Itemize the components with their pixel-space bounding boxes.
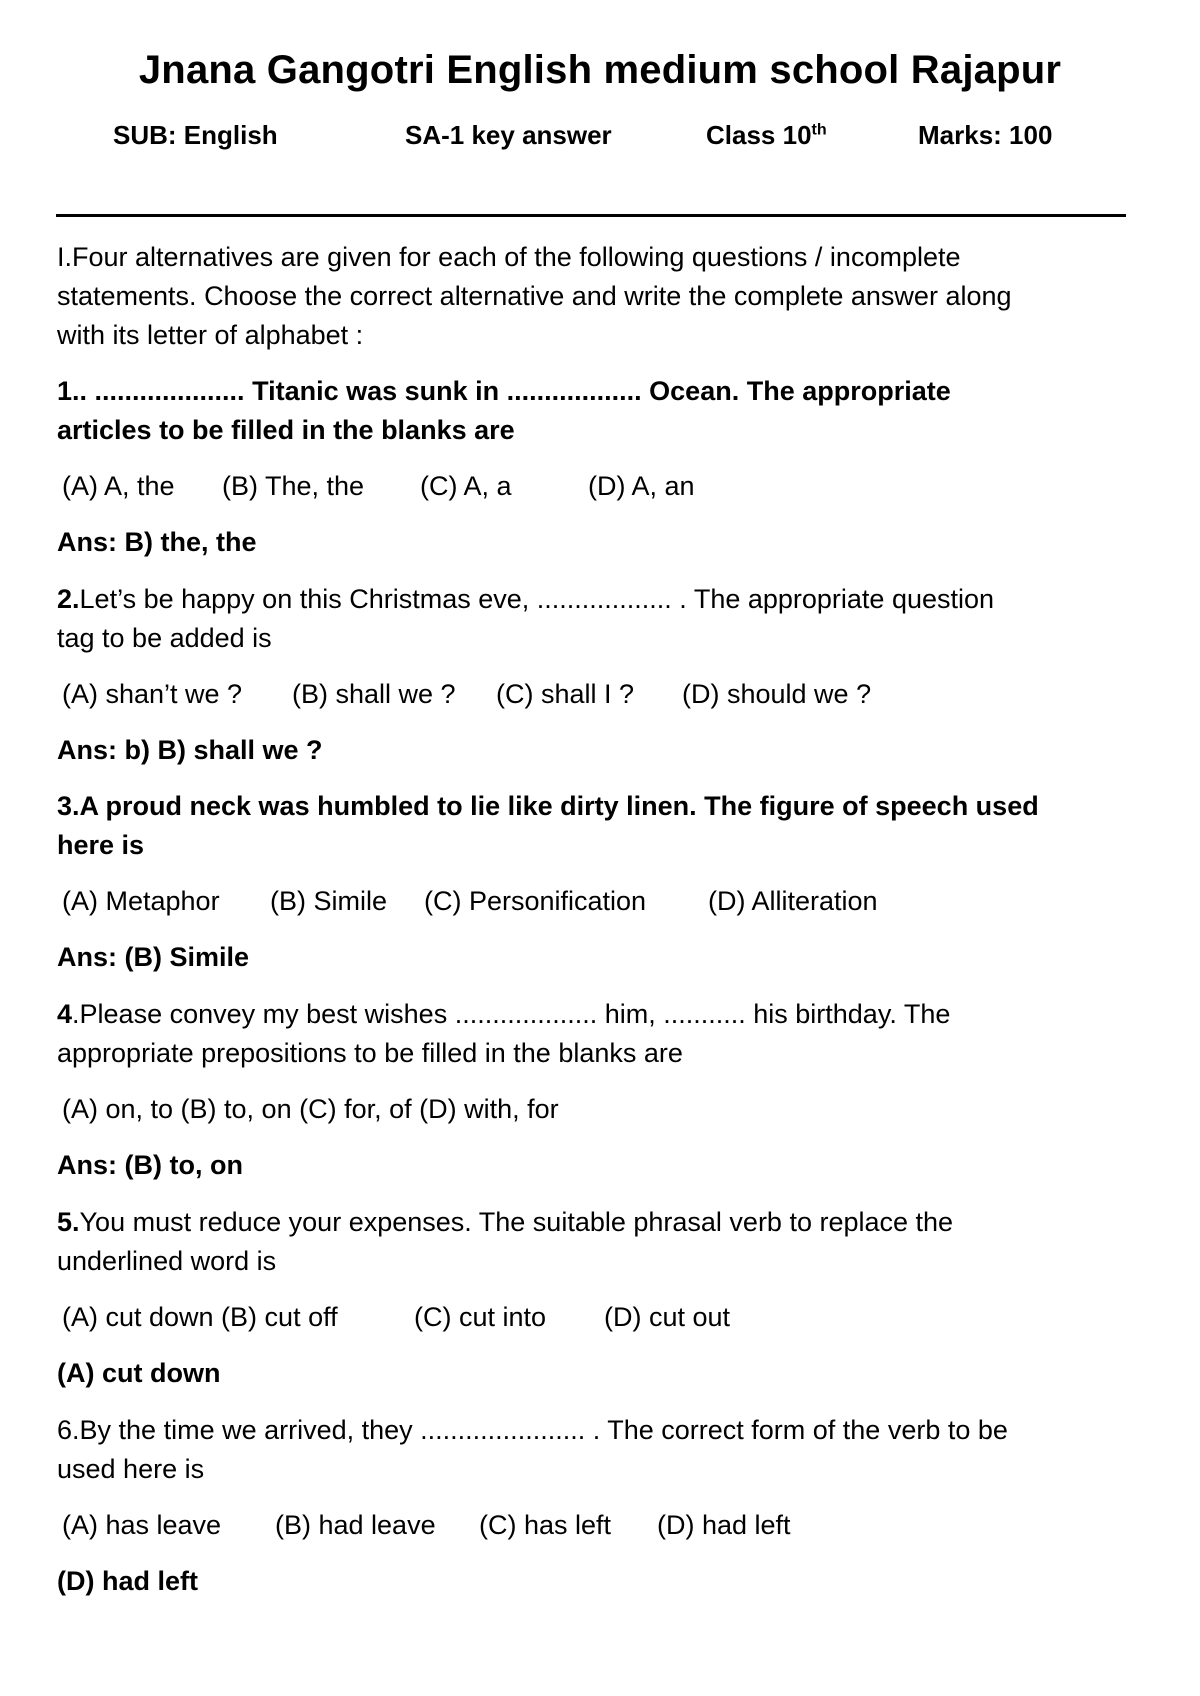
question-4-line: appropriate prepositions to be filled in the blanks are bbox=[57, 1038, 683, 1068]
option: (C) A, a bbox=[420, 471, 512, 501]
question-number: 4 bbox=[57, 999, 73, 1029]
instruction-line: I.Four alternatives are given for each of the following questions / incomplete bbox=[57, 242, 961, 272]
answer-2: Ans: b) B) shall we ? bbox=[57, 735, 323, 765]
school-title: Jnana Gangotri English medium school Rajapur bbox=[138, 48, 1062, 92]
question-text: A proud neck was humbled to lie like dirty linen. The figure of speech used bbox=[79, 791, 1039, 821]
instruction-line: statements. Choose the correct alternative and write the complete answer along bbox=[57, 281, 1012, 311]
option: (A) A, the bbox=[62, 471, 175, 501]
question-2-line: tag to be added is bbox=[57, 623, 272, 653]
option: (B) had leave bbox=[275, 1510, 436, 1540]
option: (A) shan’t we ? bbox=[62, 679, 243, 709]
answer-6: (D) had left bbox=[57, 1566, 198, 1596]
question-6-line: used here is bbox=[57, 1454, 205, 1484]
option: (C) Personification bbox=[424, 886, 647, 916]
question-text: .Please convey my best wishes ................... him, ........... his birthday. The bbox=[72, 999, 951, 1029]
answer-1: Ans: B) the, the bbox=[57, 527, 257, 557]
question-text: You must reduce your expenses. The suitable phrasal verb to replace the bbox=[79, 1207, 954, 1237]
question-text: By the time we arrived, they ...................... . The correct form of the verb to be bbox=[79, 1415, 1008, 1445]
question-1-line: articles to be filled in the blanks are bbox=[57, 415, 515, 445]
option: (A) on, to (B) to, on (C) for, of (D) with, for bbox=[62, 1094, 559, 1124]
subject-label: SUB: English bbox=[113, 120, 278, 150]
question-number: 5. bbox=[57, 1207, 80, 1237]
option: (B) shall we ? bbox=[292, 679, 456, 709]
question-3-line bbox=[57, 787, 1039, 825]
option: (D) A, an bbox=[588, 471, 695, 501]
question-6-line bbox=[57, 1411, 1008, 1449]
option: (D) had left bbox=[657, 1510, 791, 1540]
option: (B) The, the bbox=[222, 471, 365, 501]
option: (C) cut into bbox=[414, 1302, 547, 1332]
question-5-line: underlined word is bbox=[57, 1246, 277, 1276]
question-1-line bbox=[57, 372, 951, 410]
class-label bbox=[706, 120, 827, 151]
question-1-options bbox=[62, 467, 695, 505]
question-3-line: here is bbox=[57, 830, 145, 860]
option: (C) has left bbox=[479, 1510, 612, 1540]
exam-label: SA-1 key answer bbox=[405, 120, 612, 150]
option: (B) Simile bbox=[270, 886, 388, 916]
question-number: 3. bbox=[57, 791, 80, 821]
question-5-line bbox=[57, 1203, 953, 1241]
option: (A) has leave bbox=[62, 1510, 222, 1540]
question-text: Let’s be happy on this Christmas eve, .................. . The appropriate question bbox=[79, 584, 995, 614]
class-superscript: th bbox=[811, 121, 827, 139]
question-4-options bbox=[62, 1090, 559, 1128]
option: (D) should we ? bbox=[682, 679, 872, 709]
question-2-options bbox=[62, 675, 871, 713]
header-divider bbox=[56, 214, 1126, 217]
question-6-options bbox=[62, 1506, 791, 1544]
question-text: . .................... Titanic was sunk in .................. Ocean. The appropriate bbox=[79, 376, 951, 406]
question-number: 1. bbox=[57, 376, 80, 406]
option: (A) Metaphor bbox=[62, 886, 220, 916]
question-number: 6. bbox=[57, 1415, 80, 1445]
instruction-line: with its letter of alphabet : bbox=[57, 320, 364, 350]
option: (A) cut down (B) cut off bbox=[62, 1302, 338, 1332]
answer-3: Ans: (B) Simile bbox=[57, 942, 250, 972]
option: (D) cut out bbox=[604, 1302, 731, 1332]
answer-5: (A) cut down bbox=[57, 1358, 221, 1388]
class-text: Class 10 bbox=[706, 120, 812, 150]
option: (D) Alliteration bbox=[708, 886, 878, 916]
question-number: 2. bbox=[57, 584, 80, 614]
question-3-options bbox=[62, 882, 878, 920]
marks-label: Marks: 100 bbox=[918, 120, 1053, 150]
question-5-options bbox=[62, 1298, 730, 1336]
option: (C) shall I ? bbox=[496, 679, 635, 709]
question-4-line bbox=[57, 995, 950, 1033]
question-2-line bbox=[57, 580, 994, 618]
answer-4: Ans: (B) to, on bbox=[57, 1150, 243, 1180]
